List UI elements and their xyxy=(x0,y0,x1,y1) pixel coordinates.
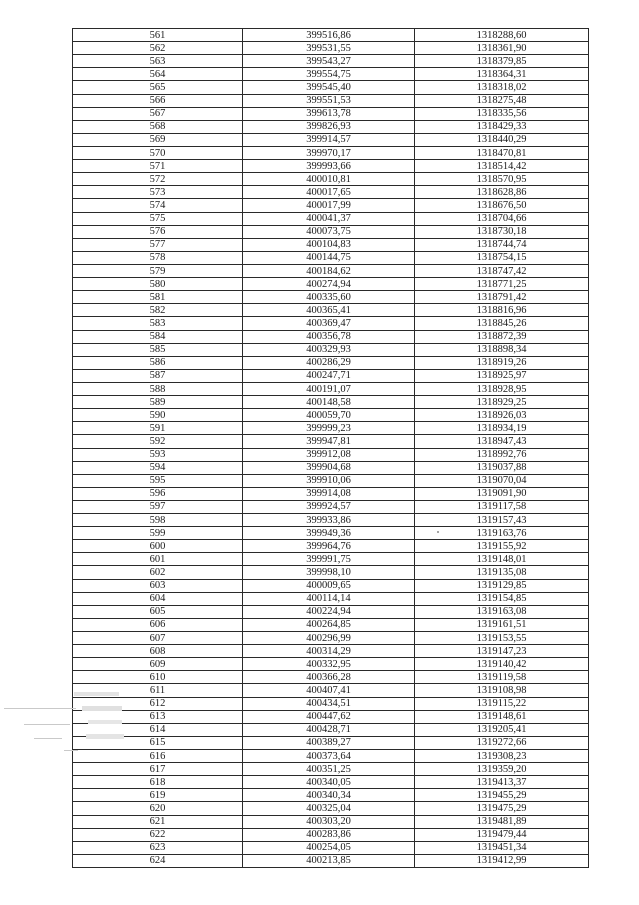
point-number-cell: 590 xyxy=(73,409,243,422)
table-row xyxy=(73,81,589,94)
table-row xyxy=(73,55,589,68)
table-row xyxy=(73,514,589,527)
y-coordinate-cell: 1319412,99 xyxy=(415,854,589,867)
y-coordinate-cell: 1318335,56 xyxy=(415,107,589,120)
table-row xyxy=(73,474,589,487)
point-number-cell: 577 xyxy=(73,238,243,251)
y-coordinate-cell: 1319455,29 xyxy=(415,789,589,802)
table-row xyxy=(73,107,589,120)
point-number-cell: 613 xyxy=(73,710,243,723)
point-number-cell: 604 xyxy=(73,592,243,605)
point-number-cell: 586 xyxy=(73,356,243,369)
y-coordinate-cell: 1318318,02 xyxy=(415,81,589,94)
point-number-cell: 622 xyxy=(73,828,243,841)
table-row xyxy=(73,369,589,382)
x-coordinate-cell: 400369,47 xyxy=(243,317,415,330)
point-number-cell: 566 xyxy=(73,94,243,107)
point-number-cell: 600 xyxy=(73,540,243,553)
table-row xyxy=(73,487,589,500)
x-coordinate-cell: 399531,55 xyxy=(243,42,415,55)
table-row xyxy=(73,841,589,854)
point-number-cell: 603 xyxy=(73,579,243,592)
y-coordinate-cell: 1318470,81 xyxy=(415,146,589,159)
point-number-cell: 568 xyxy=(73,120,243,133)
y-coordinate-cell: 1319413,37 xyxy=(415,776,589,789)
table-row xyxy=(73,763,589,776)
table-row xyxy=(73,251,589,264)
point-number-cell: 562 xyxy=(73,42,243,55)
table-row xyxy=(73,356,589,369)
y-coordinate-cell: 1319119,58 xyxy=(415,671,589,684)
y-coordinate-cell: 1318288,60 xyxy=(415,29,589,42)
y-coordinate-cell: 1318570,95 xyxy=(415,173,589,186)
y-coordinate-cell: 1318744,74 xyxy=(415,238,589,251)
table-row xyxy=(73,500,589,513)
y-coordinate-cell: 1318845,26 xyxy=(415,317,589,330)
point-number-cell: 602 xyxy=(73,566,243,579)
x-coordinate-cell: 400073,75 xyxy=(243,225,415,238)
x-coordinate-cell: 400314,29 xyxy=(243,645,415,658)
table-row xyxy=(73,854,589,867)
x-coordinate-cell: 399993,66 xyxy=(243,160,415,173)
y-coordinate-cell: 1318514,42 xyxy=(415,160,589,173)
x-coordinate-cell: 400329,93 xyxy=(243,343,415,356)
y-coordinate-cell: 1319108,98 xyxy=(415,684,589,697)
point-number-cell: 587 xyxy=(73,369,243,382)
point-number-cell: 611 xyxy=(73,684,243,697)
y-coordinate-cell: 1319070,04 xyxy=(415,474,589,487)
point-number-cell: 608 xyxy=(73,645,243,658)
x-coordinate-cell: 399924,57 xyxy=(243,500,415,513)
x-coordinate-cell: 399947,81 xyxy=(243,435,415,448)
table-row xyxy=(73,435,589,448)
y-coordinate-cell: 1318379,85 xyxy=(415,55,589,68)
point-number-cell: 563 xyxy=(73,55,243,68)
x-coordinate-cell: 400340,05 xyxy=(243,776,415,789)
x-coordinate-cell: 400335,60 xyxy=(243,291,415,304)
point-number-cell: 578 xyxy=(73,251,243,264)
table-row xyxy=(73,750,589,763)
table-row xyxy=(73,645,589,658)
x-coordinate-cell: 400041,37 xyxy=(243,212,415,225)
x-coordinate-cell: 399826,93 xyxy=(243,120,415,133)
point-number-cell: 567 xyxy=(73,107,243,120)
x-coordinate-cell: 399914,57 xyxy=(243,133,415,146)
table-row xyxy=(73,199,589,212)
y-coordinate-cell: 1319479,44 xyxy=(415,828,589,841)
table-row xyxy=(73,461,589,474)
point-number-cell: 614 xyxy=(73,723,243,736)
y-coordinate-cell: 1319272,66 xyxy=(415,736,589,749)
y-coordinate-cell: 1318676,50 xyxy=(415,199,589,212)
x-coordinate-cell: 399964,76 xyxy=(243,540,415,553)
point-number-cell: 570 xyxy=(73,146,243,159)
table-row xyxy=(73,291,589,304)
table-row xyxy=(73,317,589,330)
y-coordinate-cell: 1319161,51 xyxy=(415,618,589,631)
x-coordinate-cell: 399545,40 xyxy=(243,81,415,94)
x-coordinate-cell: 400296,99 xyxy=(243,632,415,645)
table-row xyxy=(73,304,589,317)
y-coordinate-cell: 1319037,88 xyxy=(415,461,589,474)
point-number-cell: 606 xyxy=(73,618,243,631)
y-coordinate-cell: 1318992,76 xyxy=(415,448,589,461)
y-coordinate-cell: 1318275,48 xyxy=(415,94,589,107)
table-row xyxy=(73,225,589,238)
y-coordinate-cell: 1319475,29 xyxy=(415,802,589,815)
x-coordinate-cell: 400366,28 xyxy=(243,671,415,684)
table-row xyxy=(73,186,589,199)
x-coordinate-cell: 400254,05 xyxy=(243,841,415,854)
x-coordinate-cell: 400017,65 xyxy=(243,186,415,199)
x-coordinate-cell: 400114,14 xyxy=(243,592,415,605)
x-coordinate-cell: 400191,07 xyxy=(243,382,415,395)
x-coordinate-cell: 400303,20 xyxy=(243,815,415,828)
x-coordinate-cell: 400104,83 xyxy=(243,238,415,251)
table-row xyxy=(73,382,589,395)
table-row xyxy=(73,238,589,251)
table-row xyxy=(73,120,589,133)
x-coordinate-cell: 399970,17 xyxy=(243,146,415,159)
table-row xyxy=(73,618,589,631)
y-coordinate-cell: 1319140,42 xyxy=(415,658,589,671)
y-coordinate-cell: 1319308,23 xyxy=(415,750,589,763)
table-row xyxy=(73,343,589,356)
x-coordinate-cell: 399914,08 xyxy=(243,487,415,500)
y-coordinate-cell: 1318872,39 xyxy=(415,330,589,343)
point-number-cell: 598 xyxy=(73,514,243,527)
x-coordinate-cell: 400428,71 xyxy=(243,723,415,736)
point-number-cell: 581 xyxy=(73,291,243,304)
point-number-cell: 579 xyxy=(73,264,243,277)
x-coordinate-cell: 399999,23 xyxy=(243,422,415,435)
y-coordinate-cell: 1318926,03 xyxy=(415,409,589,422)
x-coordinate-cell: 400247,71 xyxy=(243,369,415,382)
point-number-cell: 589 xyxy=(73,396,243,409)
x-coordinate-cell: 400373,64 xyxy=(243,750,415,763)
y-coordinate-cell: 1318429,33 xyxy=(415,120,589,133)
table-row xyxy=(73,736,589,749)
point-number-cell: 615 xyxy=(73,736,243,749)
point-number-cell: 609 xyxy=(73,658,243,671)
table-row xyxy=(73,553,589,566)
x-coordinate-cell: 400351,25 xyxy=(243,763,415,776)
point-number-cell: 576 xyxy=(73,225,243,238)
y-coordinate-cell: 1318934,19 xyxy=(415,422,589,435)
table-row xyxy=(73,592,589,605)
y-coordinate-cell: 1319091,90 xyxy=(415,487,589,500)
table-row xyxy=(73,684,589,697)
x-coordinate-cell: 400286,29 xyxy=(243,356,415,369)
y-coordinate-cell: 1319148,61 xyxy=(415,710,589,723)
y-coordinate-cell: 1319154,85 xyxy=(415,592,589,605)
x-coordinate-cell: 400389,27 xyxy=(243,736,415,749)
x-coordinate-cell: 400325,04 xyxy=(243,802,415,815)
point-number-cell: 561 xyxy=(73,29,243,42)
table-row xyxy=(73,828,589,841)
point-number-cell: 569 xyxy=(73,133,243,146)
x-coordinate-cell: 400332,95 xyxy=(243,658,415,671)
y-coordinate-cell: 1319148,01 xyxy=(415,553,589,566)
point-number-cell: 605 xyxy=(73,605,243,618)
x-coordinate-cell: 399554,75 xyxy=(243,68,415,81)
scan-artifact-marks xyxy=(4,688,124,758)
y-coordinate-cell: 1318791,42 xyxy=(415,291,589,304)
point-number-cell: 601 xyxy=(73,553,243,566)
point-number-cell: 619 xyxy=(73,789,243,802)
point-number-cell: 565 xyxy=(73,81,243,94)
point-number-cell: 585 xyxy=(73,343,243,356)
point-number-cell: 623 xyxy=(73,841,243,854)
table-row xyxy=(73,723,589,736)
point-number-cell: 599 xyxy=(73,527,243,540)
y-coordinate-cell: 1318361,90 xyxy=(415,42,589,55)
y-coordinate-cell: 1318929,25 xyxy=(415,396,589,409)
y-coordinate-cell: 1318925,97 xyxy=(415,369,589,382)
x-coordinate-cell: 400434,51 xyxy=(243,697,415,710)
x-coordinate-cell: 400407,41 xyxy=(243,684,415,697)
y-coordinate-cell: 1318364,31 xyxy=(415,68,589,81)
table-row xyxy=(73,212,589,225)
x-coordinate-cell: 400274,94 xyxy=(243,278,415,291)
coordinates-table xyxy=(72,28,589,868)
point-number-cell: 580 xyxy=(73,278,243,291)
y-coordinate-cell: 1319163,08 xyxy=(415,605,589,618)
table-row xyxy=(73,527,589,540)
table-row xyxy=(73,776,589,789)
x-coordinate-cell: 400184,62 xyxy=(243,264,415,277)
y-coordinate-cell: 1319205,41 xyxy=(415,723,589,736)
x-coordinate-cell: 399613,78 xyxy=(243,107,415,120)
x-coordinate-cell: 400059,70 xyxy=(243,409,415,422)
x-coordinate-cell: 400010,81 xyxy=(243,173,415,186)
point-number-cell: 618 xyxy=(73,776,243,789)
table-row xyxy=(73,278,589,291)
y-coordinate-cell: 1318928,95 xyxy=(415,382,589,395)
y-coordinate-cell: 1319155,92 xyxy=(415,540,589,553)
point-number-cell: 572 xyxy=(73,173,243,186)
x-coordinate-cell: 400447,62 xyxy=(243,710,415,723)
point-number-cell: 610 xyxy=(73,671,243,684)
x-coordinate-cell: 400224,94 xyxy=(243,605,415,618)
point-number-cell: 571 xyxy=(73,160,243,173)
table-row xyxy=(73,94,589,107)
point-number-cell: 607 xyxy=(73,632,243,645)
point-number-cell: 616 xyxy=(73,750,243,763)
x-coordinate-cell: 400283,86 xyxy=(243,828,415,841)
table-row xyxy=(73,409,589,422)
table-row xyxy=(73,658,589,671)
y-coordinate-cell: 1319359,20 xyxy=(415,763,589,776)
table-row xyxy=(73,697,589,710)
x-coordinate-cell: 400144,75 xyxy=(243,251,415,264)
x-coordinate-cell: 399516,86 xyxy=(243,29,415,42)
y-coordinate-cell: 1318816,96 xyxy=(415,304,589,317)
x-coordinate-cell: 399543,27 xyxy=(243,55,415,68)
y-coordinate-cell: 1318440,29 xyxy=(415,133,589,146)
y-coordinate-cell: 1318730,18 xyxy=(415,225,589,238)
table-row xyxy=(73,396,589,409)
y-coordinate-cell: 1319153,55 xyxy=(415,632,589,645)
y-coordinate-cell: 1318771,25 xyxy=(415,278,589,291)
point-number-cell: 593 xyxy=(73,448,243,461)
y-coordinate-cell: 1319135,08 xyxy=(415,566,589,579)
table-row xyxy=(73,422,589,435)
y-coordinate-cell: 1318704,66 xyxy=(415,212,589,225)
table-row xyxy=(73,173,589,186)
x-coordinate-cell: 400017,99 xyxy=(243,199,415,212)
point-number-cell: 597 xyxy=(73,500,243,513)
x-coordinate-cell: 399912,08 xyxy=(243,448,415,461)
point-number-cell: 596 xyxy=(73,487,243,500)
y-coordinate-cell: 1318628,86 xyxy=(415,186,589,199)
table-row xyxy=(73,710,589,723)
y-coordinate-cell: 1319115,22 xyxy=(415,697,589,710)
point-number-cell: 582 xyxy=(73,304,243,317)
x-coordinate-cell: 400365,41 xyxy=(243,304,415,317)
point-number-cell: 584 xyxy=(73,330,243,343)
table-row xyxy=(73,330,589,343)
table-row xyxy=(73,605,589,618)
x-coordinate-cell: 400213,85 xyxy=(243,854,415,867)
point-number-cell: 594 xyxy=(73,461,243,474)
x-coordinate-cell: 399933,86 xyxy=(243,514,415,527)
point-number-cell: 583 xyxy=(73,317,243,330)
y-coordinate-cell: 1318747,42 xyxy=(415,264,589,277)
point-number-cell: 595 xyxy=(73,474,243,487)
table-row xyxy=(73,133,589,146)
y-coordinate-cell: 1319481,89 xyxy=(415,815,589,828)
point-number-cell: 617 xyxy=(73,763,243,776)
point-number-cell: 573 xyxy=(73,186,243,199)
point-number-cell: 620 xyxy=(73,802,243,815)
x-coordinate-cell: 400340,34 xyxy=(243,789,415,802)
table-row xyxy=(73,146,589,159)
point-number-cell: 624 xyxy=(73,854,243,867)
y-coordinate-cell: 1319129,85 xyxy=(415,579,589,592)
x-coordinate-cell: 400264,85 xyxy=(243,618,415,631)
point-number-cell: 612 xyxy=(73,697,243,710)
y-coordinate-cell: 1318898,34 xyxy=(415,343,589,356)
table-row xyxy=(73,540,589,553)
y-coordinate-cell: 1319157,43 xyxy=(415,514,589,527)
table-row xyxy=(73,671,589,684)
table-row xyxy=(73,579,589,592)
x-coordinate-cell: 399904,68 xyxy=(243,461,415,474)
y-coordinate-cell: 1318754,15 xyxy=(415,251,589,264)
point-number-cell: 575 xyxy=(73,212,243,225)
coordinates-table-body xyxy=(73,29,589,868)
table-row xyxy=(73,789,589,802)
x-coordinate-cell: 399991,75 xyxy=(243,553,415,566)
scan-speck xyxy=(437,531,439,533)
x-coordinate-cell: 399949,36 xyxy=(243,527,415,540)
y-coordinate-cell: 1319117,58 xyxy=(415,500,589,513)
table-row xyxy=(73,29,589,42)
x-coordinate-cell: 399910,06 xyxy=(243,474,415,487)
x-coordinate-cell: 399998,10 xyxy=(243,566,415,579)
point-number-cell: 621 xyxy=(73,815,243,828)
point-number-cell: 588 xyxy=(73,382,243,395)
table-row xyxy=(73,42,589,55)
table-row xyxy=(73,264,589,277)
x-coordinate-cell: 400356,78 xyxy=(243,330,415,343)
table-row xyxy=(73,68,589,81)
y-coordinate-cell: 1318947,43 xyxy=(415,435,589,448)
y-coordinate-cell: 1319147,23 xyxy=(415,645,589,658)
x-coordinate-cell: 400009,65 xyxy=(243,579,415,592)
x-coordinate-cell: 399551,53 xyxy=(243,94,415,107)
point-number-cell: 564 xyxy=(73,68,243,81)
point-number-cell: 591 xyxy=(73,422,243,435)
table-row xyxy=(73,802,589,815)
table-row xyxy=(73,566,589,579)
point-number-cell: 592 xyxy=(73,435,243,448)
table-row xyxy=(73,815,589,828)
point-number-cell: 574 xyxy=(73,199,243,212)
y-coordinate-cell: 1318919,26 xyxy=(415,356,589,369)
table-row xyxy=(73,632,589,645)
table-row xyxy=(73,160,589,173)
table-row xyxy=(73,448,589,461)
y-coordinate-cell: 1319451,34 xyxy=(415,841,589,854)
x-coordinate-cell: 400148,58 xyxy=(243,396,415,409)
y-coordinate-cell: 1319163,76 xyxy=(415,527,589,540)
